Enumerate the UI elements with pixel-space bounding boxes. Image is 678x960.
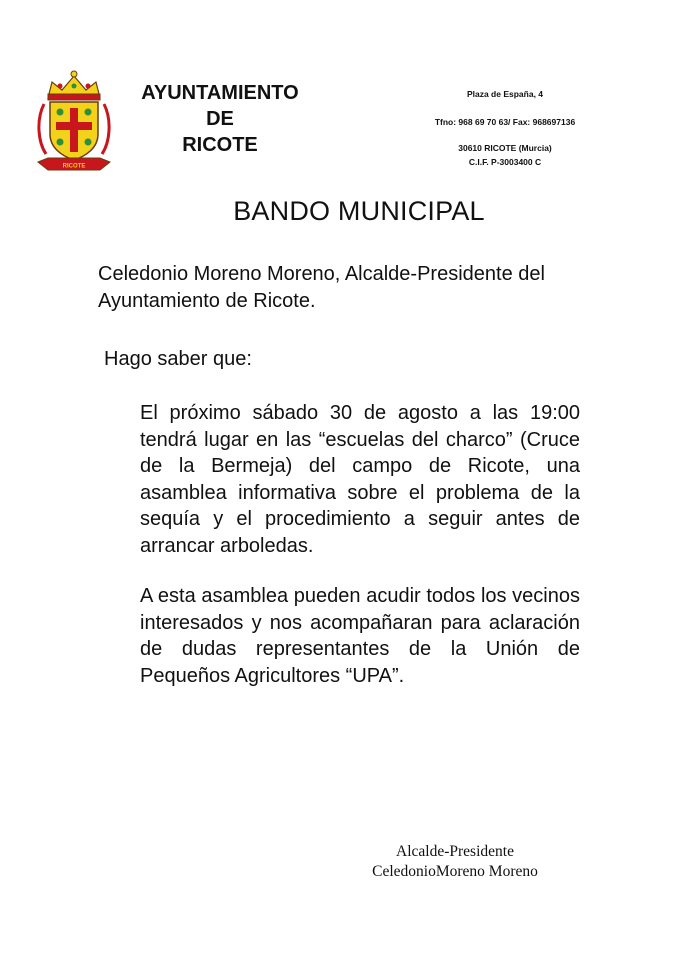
shield-icon — [50, 102, 98, 160]
paragraph-attendees: A esta asamblea pueden acudir todos los vecinos interesados y nos acompañaran para aclaración de dudas representantes de la Unión de Pequeños Agricultores “UPA”. — [140, 585, 580, 687]
coat-of-arms-logo — [34, 68, 114, 172]
signature-role: Alcalde-Presidente — [396, 843, 514, 860]
phone-fax: Tfno: 968 69 70 63/ Fax: 968697136 — [434, 117, 576, 127]
municipality-line-3: RICOTE — [182, 134, 258, 156]
ribbon-banner — [38, 158, 110, 170]
document-title: BANDO MUNICIPAL — [233, 196, 485, 226]
municipality-line-1: AYUNTAMIENTO — [141, 82, 299, 104]
intro-text: Celedonio Moreno Moreno, Alcalde-Presidente del Ayuntamiento de Ricote. — [98, 263, 545, 312]
signature-name: CeledonioMoreno Moreno — [372, 863, 538, 880]
ribbon-text: RICOTE — [62, 163, 86, 170]
signature-block — [355, 842, 555, 882]
announcement-lead: Hago saber que: — [104, 348, 252, 370]
crown-icon — [48, 71, 100, 100]
municipality-name — [120, 80, 320, 158]
address: Plaza de España, 4 — [466, 89, 544, 99]
cif-number: C.I.F. P-3003400 C — [468, 157, 542, 167]
postal-city: 30610 RICOTE (Murcia) — [458, 143, 552, 153]
paragraph-meeting-details: El próximo sábado 30 de agosto a las 19:00 tendrá lugar en las “escuelas del charco” (Cruce de la Bermeja) del campo de Ricote, una asamblea informativa sobre el problema de la sequía y el procedimiento a seguir antes de arrancar arboledas. — [140, 402, 580, 557]
municipality-line-2: DE — [206, 108, 234, 130]
